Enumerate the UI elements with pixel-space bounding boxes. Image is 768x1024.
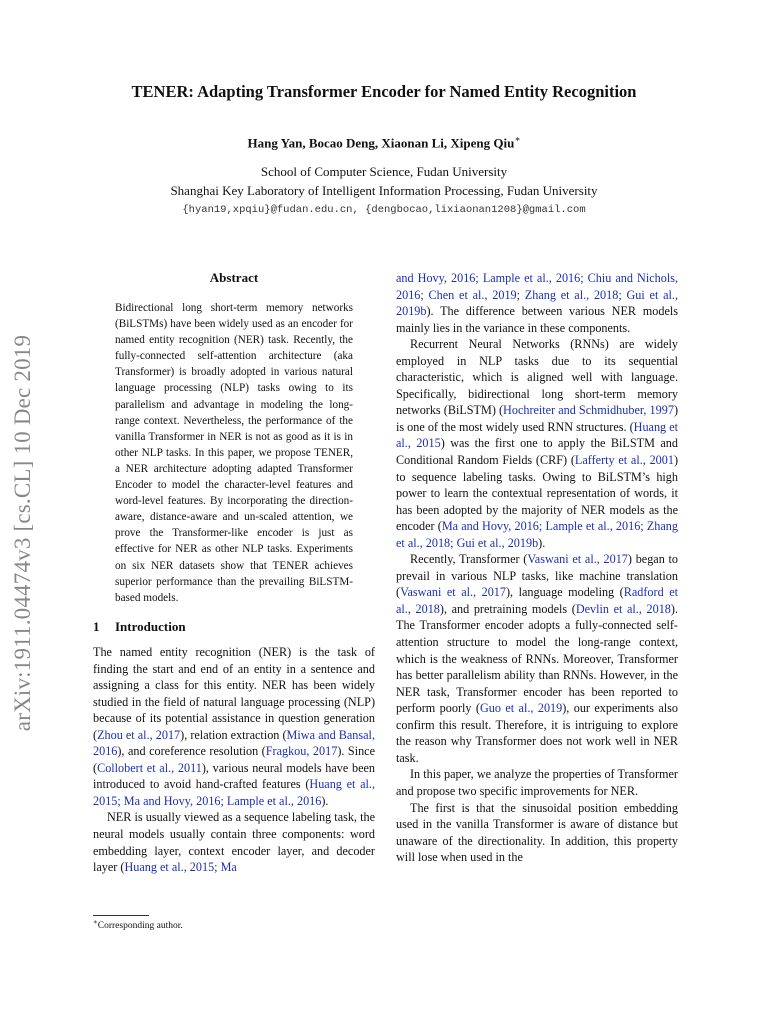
continued-paragraph: and Hovy, 2016; Lample et al., 2016; Chiu and Nichols, 2016; Chen et al., 2019; Zhang et al., 2018; Gui et al., 2019b). The difference between various NER models mainly lies in the variance in these components. <box>396 271 678 335</box>
author-list <box>0 134 768 151</box>
citation-link[interactable]: Vaswani et al., 2017 <box>527 552 628 567</box>
citation-link[interactable]: Huang et al., 2015 <box>396 419 678 451</box>
footnote <box>93 918 183 931</box>
citation-link[interactable]: Collobert et al., 2011 <box>97 760 202 775</box>
analysis-paragraph: In this paper, we analyze the properties of Transformer and propose two specific improvements for NER. <box>396 767 678 798</box>
right-column-body <box>396 270 678 866</box>
intro-paragraph-2: NER is usually viewed as a sequence labeling task, the neural models usually contain three components: word embedding layer, context encoder layer, and decoder layer (Huang et al., 2015; Ma <box>93 810 375 875</box>
rnn-paragraph: Recurrent Neural Networks (RNNs) are widely employed in NLP tasks due to its sequential characteristic, which is aligned well with language. Specifically, bidirectional long short-term memory networks (BiLSTM) (Hochreiter and Schmidhuber, 1997) is one of the most widely used RNN structures. (Huang et al., 2015) was the first one to apply the BiLSTM and Conditional Random Fields (CRF) (Lafferty et al., 2001) to sequence labeling tasks. Owing to BiLSTM’s high power to learn the contextual representation of words, it has been adopted by the majority of NER models as the encoder (Ma and Hovy, 2016; Lample et al., 2016; Zhang et al., 2018; Gui et al., 2019b). <box>396 337 679 550</box>
citation-link[interactable]: Hochreiter and Schmidhuber, 1997 <box>503 403 674 418</box>
section-number: 1 <box>93 619 100 634</box>
citation-link[interactable]: Zhou et al., 2017 <box>97 727 181 742</box>
author-names: Hang Yan, Bocao Deng, Xiaonan Li, Xipeng Qiu <box>247 135 515 151</box>
position-embedding-paragraph: The first is that the sinusoidal position embedding used in the vanilla Transformer is aware of distance but unaware of the directionality. In addition, this property will lose when used in the <box>396 800 678 865</box>
citation-link[interactable]: Lafferty et al., 2001 <box>574 453 674 468</box>
citation-link[interactable]: Ma and Hovy, 2016; Lample et al., 2016; Zhang et al., 2018; Gui et al., 2019b <box>396 519 678 550</box>
transformer-paragraph: Recently, Transformer (Vaswani et al., 2017) began to prevail in various NLP tasks, like machine translation (Vaswani et al., 2017), language modeling (Radford et al., 2018), and pretraining models (Devlin et al., 2018). The Transformer encoder adopts a fully-connected self-attention structure to model the long-range context, which is the weakness of RNNs. Moreover, Transformer has better parallelism ability than RNNs. However, in the NER task, Transformer encoder has been reported to perform poorly (Guo et al., 2019), our experiments also confirm this result. Therefore, it is intriguing to explore the reason why Transformer does not work well in NER task. <box>396 552 679 765</box>
left-column-body <box>93 644 375 876</box>
citation-link[interactable]: Vaswani et al., 2017 <box>400 585 506 600</box>
abstract-body: Bidirectional long short-term memory networks (BiLSTMs) have been widely used as an encoder for named entity recognition (NER) task. Recently, the fully-connected self-attention architecture (aka Transformer) is broadly adopted in various natural language processing (NLP) tasks owing to its parallelism and advantage in modeling the long-range context. Nevertheless, the performance of the vanilla Transformer in NER is not as good as it is in other NLP tasks. In this paper, we propose TENER, a NER architecture adopting adapted Transformer Encoder to model the character-level features and word-level features. By incorporating the direction-aware, distance-aware and un-scaled attention, we prove the Transformer-like encoder is just as effective for NER as other NLP tasks. Experiments on six NER datasets show that TENER achieves superior performance than the prevailing BiLSTM-based models. <box>115 302 353 604</box>
citation-link[interactable]: Radford et al., 2018 <box>396 585 678 616</box>
citation-link[interactable]: and Hovy, 2016; Lample et al., 2016; Chiu and Nichols, 2016; Chen et al., 2019; Zhang et al., 2018; Gui et al., 2019b <box>396 271 678 319</box>
section-title: Introduction <box>115 619 186 634</box>
intro-paragraph-1: The named entity recognition (NER) is the task of finding the start and end of an entity in a sentence and assigning a class for this entity. NER has been widely studied in the field of natural language processing (NLP) because of its potential assistance in question generation (Zhou et al., 2017), relation extraction (Miwa and Bansal, 2016), and coreference resolution (Fragkou, 2017). Since (Collobert et al., 2011), various neural models have been introduced to avoid hand-crafted features (Huang et al., 2015; Ma and Hovy, 2016; Lample et al., 2016). <box>93 645 376 808</box>
citation-link[interactable]: Fragkou, 2017 <box>265 744 338 759</box>
footnote-text: Corresponding author. <box>97 921 183 932</box>
affiliation-1: School of Computer Science, Fudan University <box>260 164 508 179</box>
citation-link[interactable]: Huang et al., 2015; Ma and Hovy, 2016; Lample et al., 2016 <box>93 777 375 808</box>
corresponding-author-mark: ∗ <box>514 134 521 144</box>
author-emails: {hyan19,xpqiu}@fudan.edu.cn, {dengbocao,lixiaonan1208}@gmail.com <box>182 204 586 216</box>
arxiv-id: arXiv:1911.04474v3 [cs.CL] 10 Dec 2019 <box>10 334 35 732</box>
citation-link[interactable]: Huang et al., 2015; Ma <box>124 860 237 875</box>
footnote-rule <box>93 915 149 916</box>
section-heading <box>93 619 186 635</box>
citation-link[interactable]: Devlin et al., 2018 <box>575 601 671 616</box>
citation-link[interactable]: Guo et al., 2019 <box>479 701 563 716</box>
arxiv-sidebar-stamp <box>4 318 42 748</box>
footnote-mark: ∗ <box>93 918 98 926</box>
paper-title: TENER: Adapting Transformer Encoder for Named Entity Recognition <box>131 82 637 101</box>
affiliation-2: Shanghai Key Laboratory of Intelligent Information Processing, Fudan University <box>170 183 598 198</box>
abstract-heading: Abstract <box>209 270 259 285</box>
citation-link[interactable]: Miwa and Bansal, 2016 <box>93 727 375 759</box>
